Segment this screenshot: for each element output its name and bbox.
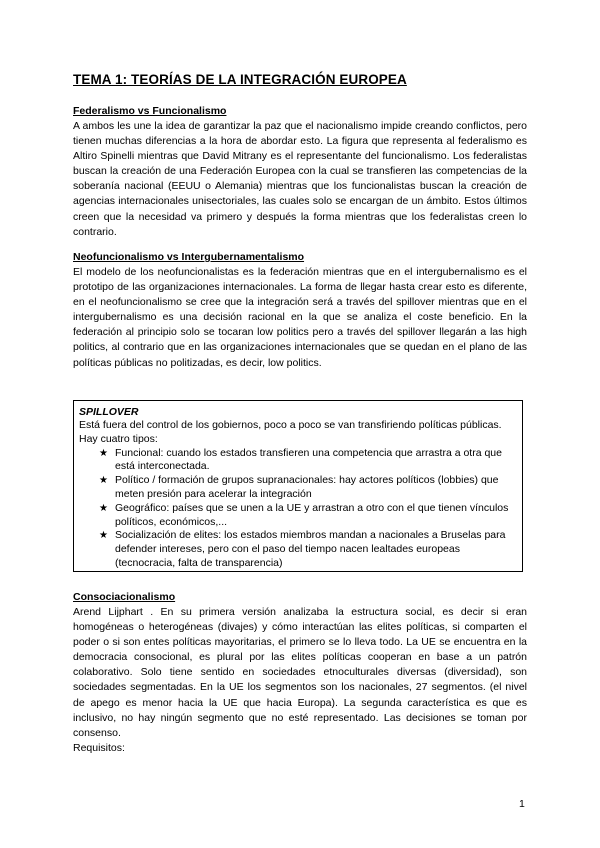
spillover-list — [79, 447, 517, 571]
spillover-item-text: Político / formación de grupos supranacionales: hay actores políticos (lobbies) que meten presión para acelerar la integración — [115, 474, 499, 500]
section-paragraph: El modelo de los neofuncionalistas es la federación mientras que en el intergubernalismo es el prototipo de las organizaciones internacionales. La forma de llegar hasta crear esto es diferente, en el neofuncionalismo se cree que la integración será a través del spillover mientras que en el intergubernalismo es una decisión racional en la que se analiza el coste beneficio. En la federación al principio solo se tocaran low politics pero a través del spillover llegarán a las high politics, al contrario que en las organizaciones internacionales que se quedan en el plano de las políticas públicas no politizadas, es decir, low politics. — [73, 266, 527, 369]
spillover-item-socializacion — [79, 529, 517, 570]
spillover-intro: Está fuera del control de los gobiernos, poco a poco se van transfiriendo políticas públicas. Hay cuatro tipos: — [79, 419, 502, 445]
spillover-title: SPILLOVER — [79, 406, 139, 418]
page-number: 1 — [519, 798, 525, 810]
section-heading: Consociacionalismo — [73, 591, 176, 603]
section-neofuncionalismo — [73, 250, 527, 371]
spillover-item-funcional — [79, 447, 517, 475]
spillover-item-text: Funcional: cuando los estados transfieren una competencia que arrastra a otra que está interconectada. — [115, 446, 502, 473]
star-icon: ★ — [99, 447, 108, 459]
spillover-item-politico — [79, 474, 517, 502]
requisitos-label: Requisitos: — [73, 741, 125, 754]
star-icon: ★ — [99, 502, 108, 514]
spillover-item-text: Socialización de elites: los estados miembros mandan a nacionales a Bruselas para defender intereses, pero con el paso del tiempo nacen lealtades europeas (tecnocracia, falta de transparencia) — [115, 529, 506, 569]
document-title: TEMA 1: TEORÍAS DE LA INTEGRACIÓN EUROPEA — [73, 72, 407, 87]
spillover-box — [73, 400, 523, 572]
star-icon: ★ — [99, 530, 108, 542]
star-icon: ★ — [99, 475, 108, 487]
section-paragraph: A ambos les une la idea de garantizar la paz que el nacionalismo impide creando conflictos, pero tienen muchas diferencias a la hora de abordar esto. La figura que representa al federalismo es Altiro Spinelli mientras que David Mitrany es el representante del funcionalismo. Los federalistas buscan la creación de una Federación Europea con la cual se transfieren las competencias de la soberanía nacional (EEUU o Alemania) mientras que los funcionalistas buscan la creación de agencias internacionales unisectoriales, las cuales solo se encargan de un ámbito. Estos últimos creen que la necesidad va primero y después la forma mientras que los federalistas creen lo contrario. — [73, 120, 527, 238]
section-paragraph: Arend Lijphart . En su primera versión analizaba la estructura social, es decir si eran homogéneas o heterogéneas (divajes) y cómo interactúan las elites políticas, si comparten el poder o si son entes políticas mayoritarias, el primero se lo lleva todo. La UE se encuentra en la democracia consocional, es plural por las elites políticas cooperan en base a un patrón colaborativo. Solo tiene sentido en sociedades etnoculturales diversas (diversidad), son sociedades segmentadas. En la UE los segmentos son los nacionales, 27 segmentos. (el nivel de apego es menor hacia la UE que hacia Europa). La segunda característica es que es inclusivo, no hay ningún segmento que no esté representado. Las decisiones se toman por consenso. — [73, 606, 527, 739]
section-consociacionalismo — [73, 590, 527, 756]
spillover-item-text: Geográfico: países que se unen a la UE y arrastran a otro con el que tienen vínculos políticos, económicos,... — [115, 501, 509, 528]
section-federalismo — [73, 104, 527, 240]
section-heading: Neofuncionalismo vs Intergubernamentalismo — [73, 251, 305, 263]
section-heading: Federalismo vs Funcionalismo — [73, 105, 227, 117]
spillover-item-geografico — [79, 502, 517, 530]
